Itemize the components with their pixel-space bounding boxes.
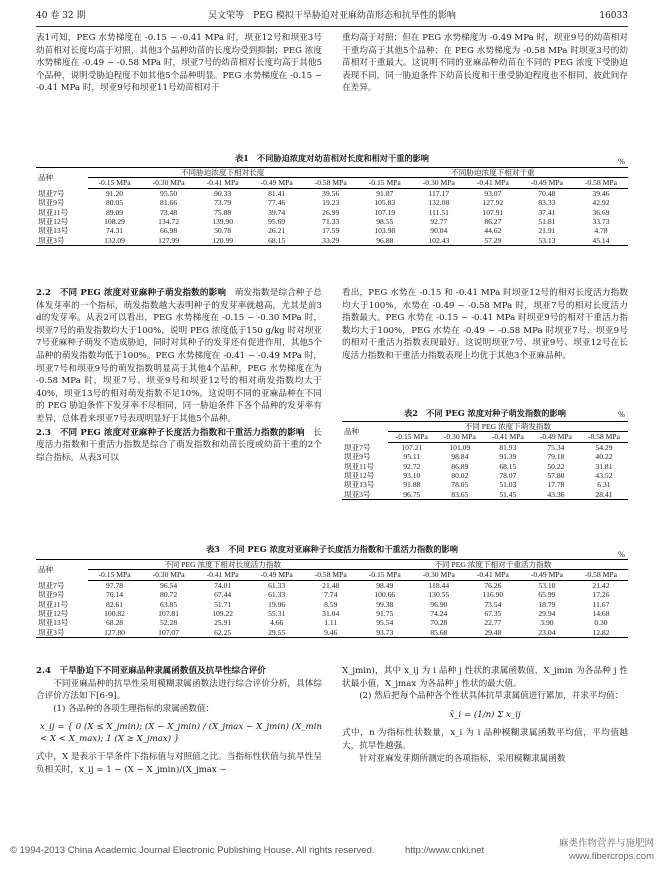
table-cell: 91.20 bbox=[105, 188, 124, 198]
table3-col-header: -0.41 MPa bbox=[466, 570, 520, 580]
table-cell: 90.04 bbox=[430, 226, 448, 236]
table1-col-header: -0.49 MPa bbox=[520, 178, 574, 188]
table-cell: 21.48 bbox=[322, 580, 340, 590]
table-cell: 81.66 bbox=[160, 198, 178, 208]
table-cell: 81.41 bbox=[268, 188, 286, 198]
table-cell: 73.54 bbox=[484, 599, 502, 609]
sec23-title: 2.3 不同 PEG 浓度对亚麻种子长度活力指数和干重活力指数的影响 bbox=[36, 427, 305, 438]
table-cell: 26.99 bbox=[322, 207, 340, 217]
table-cell: 83.65 bbox=[436, 490, 484, 500]
table-cell: 98.49 bbox=[376, 580, 394, 590]
sec24-left-text-2: (1) 各品种的各项生理指标的隶属函数值： bbox=[53, 703, 215, 714]
table-cell: 1.11 bbox=[324, 618, 338, 628]
table-cell: 4.78 bbox=[594, 226, 608, 236]
table-cell: 80.72 bbox=[160, 590, 178, 600]
table3-caption: 表3 不同 PEG 浓度对亚麻种子长度活力指数和干重活力指数的影响 bbox=[206, 544, 458, 554]
table-cell: 67.44 bbox=[214, 590, 232, 600]
table-cell: 78.07 bbox=[499, 471, 517, 481]
table-cell: 18.79 bbox=[538, 599, 556, 609]
variety-name: 坝亚3号 bbox=[36, 236, 88, 246]
sec24-left-text-3: 式中，X 是表示干旱条件下指标值与对照值之比。当指标性状值与抗旱性呈负相关时，x_ij = 1 − (X − X_jmin)/(X_jmax − bbox=[36, 752, 322, 775]
sec24-right-text-4: 针对亚麻发芽期所测定的各项指标，采用模糊隶属函数 bbox=[359, 753, 566, 764]
table-cell: 103.98 bbox=[374, 226, 396, 236]
table-cell: 117.17 bbox=[428, 188, 450, 198]
table-cell: 63.85 bbox=[160, 599, 178, 609]
table1-unit: % bbox=[618, 157, 626, 166]
variety-name: 坝亚13号 bbox=[344, 480, 375, 490]
table1-col-header: -0.15 MPa bbox=[88, 178, 142, 188]
table2-unit: % bbox=[618, 410, 626, 419]
table1-col-header: -0.49 MPa bbox=[250, 178, 304, 188]
running-title: 吴文荣等 PEG 模拟干旱胁迫对亚麻幼苗形态和抗旱性的影响 bbox=[208, 11, 456, 21]
table-row bbox=[342, 442, 628, 452]
table-cell: 97.78 bbox=[105, 580, 124, 590]
table-cell: 107.19 bbox=[374, 207, 396, 217]
table-row bbox=[36, 208, 628, 217]
table2-col-header: -0.15 MPa bbox=[388, 432, 436, 442]
table-cell: 134.72 bbox=[158, 217, 180, 227]
table1-col-header: -0.58 MPa bbox=[304, 178, 358, 188]
table-cell: 71.33 bbox=[322, 217, 340, 227]
table-cell: 62.25 bbox=[196, 628, 250, 638]
table-cell: 25.91 bbox=[214, 618, 232, 628]
variety-name: 坝亚11号 bbox=[38, 207, 69, 217]
table-cell: 95.69 bbox=[268, 217, 286, 227]
table-row bbox=[36, 226, 628, 235]
watermark-line-2: www.fibercrops.com bbox=[569, 851, 654, 862]
table-cell: 50.22 bbox=[547, 461, 565, 471]
table3-col-header: -0.58 MPa bbox=[304, 570, 358, 580]
journal-volume: 40 卷 32 期 bbox=[36, 11, 86, 21]
table-row bbox=[36, 236, 628, 246]
table1-col-header: -0.30 MPa bbox=[142, 178, 196, 188]
variety-name: 坝亚12号 bbox=[38, 609, 69, 619]
table-cell: 68.15 bbox=[250, 236, 304, 246]
table-cell: 100.82 bbox=[104, 609, 125, 619]
table-cell: 43.36 bbox=[532, 490, 580, 500]
table-cell: 83.33 bbox=[538, 198, 556, 208]
table-cell: 95.50 bbox=[160, 188, 178, 198]
table-cell: 51.81 bbox=[538, 217, 556, 227]
table-cell: 74.31 bbox=[105, 226, 124, 236]
table-cell: 116.90 bbox=[482, 590, 504, 600]
table-cell: 21.42 bbox=[592, 580, 610, 590]
table3-unit: % bbox=[618, 550, 626, 559]
table-cell: 139.90 bbox=[212, 217, 234, 227]
table-cell: 86.89 bbox=[451, 461, 469, 471]
table-cell: 51.45 bbox=[484, 490, 532, 500]
table-cell: 92.72 bbox=[403, 461, 421, 471]
table-cell: 61.33 bbox=[268, 580, 286, 590]
sec24-title: 2.4 干旱胁迫下不同亚麻品种隶属函数值及抗旱性综合评价 bbox=[36, 666, 266, 676]
table-cell: 107.21 bbox=[401, 442, 423, 452]
table-cell: 28.41 bbox=[580, 490, 628, 500]
table-cell: 33.29 bbox=[304, 236, 358, 246]
table-cell: 91.87 bbox=[376, 188, 394, 198]
table1-col-header: -0.58 MPa bbox=[574, 178, 628, 188]
table-cell: 127.92 bbox=[482, 198, 504, 208]
table-cell: 80.02 bbox=[451, 471, 469, 481]
table-cell: 74.24 bbox=[430, 609, 448, 619]
table3-col-header: -0.30 MPa bbox=[142, 570, 196, 580]
table3-group-b: 不同 PEG 浓度下相对干重活力指数 bbox=[358, 560, 628, 570]
table-cell: 17.59 bbox=[322, 226, 340, 236]
intro-left-text: 表1可知，PEG 水势梯度在 -0.15 ~ -0.41 MPa 时，坝亚12号和坝亚3号幼苗相对长度均高于对照，其他3个品种幼苗的长度均受到抑制；PEG 浓度水势梯度在 -0.49 ~ -0.58 MPa 时，坝亚7号的幼苗相对长度均高于其他5个品种，说明受胁迫程度不如其他5个品种明显。PEG 水势梯度在 -0.15 ~ -0.41 MPa 时，坝亚9号和坝亚11号幼苗相对干 bbox=[36, 33, 322, 94]
table-cell: 17.26 bbox=[592, 590, 610, 600]
variety-name: 坝亚3号 bbox=[36, 628, 88, 638]
table-cell: 6.31 bbox=[597, 480, 611, 490]
table1-group-a: 不同胁迫浓度下相对长度 bbox=[88, 168, 358, 178]
table3-col-header: -0.49 MPa bbox=[520, 570, 574, 580]
table-cell: 67.35 bbox=[484, 609, 502, 619]
table2-col-header: -0.49 MPa bbox=[532, 432, 580, 442]
table2-col-header: -0.41 MPa bbox=[484, 432, 532, 442]
variety-name: 坝亚7号 bbox=[38, 188, 65, 198]
table-cell: 93.07 bbox=[484, 188, 502, 198]
watermark-line-1: 麻类作物营养与施肥网 bbox=[558, 838, 654, 849]
table-cell: 89.09 bbox=[105, 207, 124, 217]
table-cell: 82.61 bbox=[105, 599, 124, 609]
table-cell: 111.51 bbox=[428, 207, 449, 217]
table-cell: 76.14 bbox=[105, 590, 124, 600]
sec22-left-column bbox=[36, 287, 322, 464]
table-cell: 75.88 bbox=[214, 207, 232, 217]
sec23-right-text: 看出，PEG 水势在 -0.15 和 -0.41 MPa 时坝亚12号的相对长度活力指数均大于100%，水势在 -0.49 ~ -0.58 MPa 时，坝亚7号的相对长度活力指数最大。PEG 水势在 -0.15 ~ -0.41 MPa 时坝亚9号的相对干重活力指数均大于100%，PEG 水势在 -0.49 ~ -0.58 MPa 时坝亚7号、坝亚9号的相对干重活力指数表现最好。这说明坝亚7号、坝亚9号、坝亚12号在长度活力指数和干重活力指数表现上均优于其他3个亚麻品种。 bbox=[342, 288, 628, 361]
table-cell: 4.66 bbox=[270, 618, 284, 628]
table-cell: 108.29 bbox=[104, 217, 125, 227]
table-cell: 61.33 bbox=[268, 590, 286, 600]
table-cell: 40.22 bbox=[595, 452, 613, 462]
table3 bbox=[36, 559, 628, 638]
table-cell: 132.09 bbox=[88, 236, 142, 246]
table-cell: 100.66 bbox=[374, 590, 396, 600]
table-cell: 98.55 bbox=[376, 217, 394, 227]
table-cell: 130.55 bbox=[428, 590, 450, 600]
table-cell: 54.29 bbox=[595, 442, 613, 452]
table-cell: 53.13 bbox=[520, 236, 574, 246]
table3-col-header: -0.58 MPa bbox=[574, 570, 628, 580]
table3-col-header: -0.30 MPa bbox=[412, 570, 466, 580]
table-cell: 93.73 bbox=[358, 628, 412, 638]
table-cell: 50.78 bbox=[214, 226, 232, 236]
sec24-right-column bbox=[342, 665, 628, 765]
table-cell: 7.74 bbox=[324, 590, 338, 600]
table-cell: 96.90 bbox=[430, 599, 448, 609]
table-cell: 91.39 bbox=[499, 452, 517, 462]
intro-right-column bbox=[342, 32, 628, 95]
table1-col-header: -0.41 MPa bbox=[466, 178, 520, 188]
table-row bbox=[36, 188, 628, 198]
table-cell: 22.77 bbox=[484, 618, 502, 628]
table-cell: 66.98 bbox=[160, 226, 178, 236]
variety-name: 坝亚11号 bbox=[344, 461, 375, 471]
table-row bbox=[36, 600, 628, 609]
table-cell: 99.38 bbox=[376, 599, 394, 609]
variety-name: 坝亚9号 bbox=[344, 452, 371, 462]
table-cell: 12.82 bbox=[574, 628, 628, 638]
table-cell: 51.71 bbox=[214, 599, 232, 609]
table-cell: 77.46 bbox=[268, 198, 286, 208]
table-cell: 68.15 bbox=[499, 461, 517, 471]
table-cell: 95.54 bbox=[376, 618, 394, 628]
variety-name: 坝亚9号 bbox=[38, 198, 65, 208]
table1-group-b: 不同胁迫浓度下相对干重 bbox=[358, 168, 628, 178]
table-cell: 3.90 bbox=[540, 618, 554, 628]
table-cell: 118.44 bbox=[428, 580, 450, 590]
table-cell: 57.80 bbox=[547, 471, 565, 481]
variety-name: 坝亚12号 bbox=[38, 217, 69, 227]
variety-name: 坝亚3号 bbox=[342, 490, 388, 500]
table1-col-header: -0.15 MPa bbox=[358, 178, 412, 188]
sec24-right-text-3: 式中，n 为指标性状数量，x_i 为 i 品种模糊隶属函数平均值，平均值越大，抗旱性越强。 bbox=[342, 728, 628, 751]
table-row bbox=[342, 462, 628, 471]
table1-row-header: 品种 bbox=[36, 168, 88, 189]
table-cell: 96.54 bbox=[160, 580, 178, 590]
table-cell: 91.88 bbox=[403, 480, 421, 490]
formula-average: x̄_i = (1/n) Σ x_ij bbox=[449, 709, 521, 720]
table2-col-header: -0.58 MPa bbox=[580, 432, 628, 442]
table-cell: 14.68 bbox=[592, 609, 610, 619]
table-cell: 39.56 bbox=[322, 188, 340, 198]
table-cell: 52.28 bbox=[160, 618, 178, 628]
table-cell: 127.80 bbox=[88, 628, 142, 638]
table-cell: 36.69 bbox=[592, 207, 610, 217]
table-row bbox=[342, 471, 628, 480]
table-cell: 0.30 bbox=[594, 618, 608, 628]
table-cell: 86.27 bbox=[484, 217, 502, 227]
table-cell: 43.52 bbox=[595, 471, 613, 481]
table2-col-header: -0.30 MPa bbox=[436, 432, 484, 442]
table3-col-header: -0.49 MPa bbox=[250, 570, 304, 580]
sec24-left-text-1: 不同亚麻品种的抗旱性采用模糊隶属函数法进行综合评价分析，具体综合评价方法如下[6-9]。 bbox=[36, 678, 322, 702]
footer-url[interactable]: http://www.cnki.net bbox=[405, 845, 485, 856]
table-cell: 132.08 bbox=[428, 198, 450, 208]
watermark bbox=[559, 837, 654, 863]
table-cell: 31.81 bbox=[595, 461, 613, 471]
table1-col-header: -0.41 MPa bbox=[196, 178, 250, 188]
table-cell: 51.03 bbox=[499, 480, 517, 490]
variety-name: 坝亚9号 bbox=[38, 590, 65, 600]
table-cell: 107.91 bbox=[482, 207, 504, 217]
table-cell: 8.59 bbox=[324, 599, 338, 609]
table3-col-header: -0.15 MPa bbox=[358, 570, 412, 580]
table-row bbox=[36, 217, 628, 226]
copyright-text: © 1994-2013 China Academic Journal Electronic Publishing House. All rights reserved. bbox=[10, 845, 375, 856]
table-cell: 85.68 bbox=[412, 628, 466, 638]
table-cell: 19.23 bbox=[322, 198, 340, 208]
table-cell: 44.62 bbox=[484, 226, 502, 236]
table-cell: 81.93 bbox=[499, 442, 517, 452]
variety-name: 坝亚7号 bbox=[38, 580, 65, 590]
table-cell: 92.77 bbox=[430, 217, 448, 227]
table-cell: 96.75 bbox=[388, 490, 436, 500]
sec24-right-text-1: X_jmin)，其中 x_ij 为 i 品种 j 性状的隶属函数值，X_jmin 为各品种 j 性状最小值，X_jmax 为各品种 j 性状的最大值。 bbox=[342, 666, 628, 689]
table-cell: 73.48 bbox=[160, 207, 178, 217]
table-row bbox=[36, 609, 628, 618]
table-cell: 31.04 bbox=[322, 609, 340, 619]
variety-name: 坝亚13号 bbox=[38, 226, 69, 236]
table-cell: 9.46 bbox=[304, 628, 358, 638]
table-cell: 23.04 bbox=[520, 628, 574, 638]
sec22-text: 萌发指数是综合种子总体发芽率的一个指标，萌发指数越大表明种子的发芽率就越高，尤其是前3 d的发芽率。从表2可以看出，PEG 水势梯度在 -0.15 ~ -0.30 MPa 时，坝亚7号的萌发指数均大于100%，说明 PEG 浓度低于150 g/kg 时对坝亚7号亚麻种子萌发不造成胁迫，同时对其种子的发芽还有促进作用，其他5个品种的萌发指数均低于100%。PEG 水势梯度在 -0.41 ~ -0.49 MPa 时，坝亚7号和坝亚9号的萌发指数明显高于其他4个品种，PEG 水势梯度在为 -0.58 MPa 时，坝亚7号、坝亚9号和坝亚12号的相对萌发指数均大于40%，坝亚13号的相对萌发指数不足10%。这说明不同的亚麻品种在不同的 PEG 胁迫条件下发芽率不尽相同，同一胁迫条件下各个品种的发芽率有差异，总体看来坝亚7号表现明显好于其他5个品种。 bbox=[36, 288, 322, 424]
table-cell: 45.14 bbox=[574, 236, 628, 246]
sec24-left-column bbox=[36, 665, 322, 777]
variety-name: 坝亚11号 bbox=[38, 599, 69, 609]
sec23-text: 长度活力指数和干重活力指数是综合了萌发指数和幼苗长度或幼苗干重的2个综合指标。从表3可以 bbox=[36, 427, 322, 463]
table-cell: 29.94 bbox=[538, 609, 556, 619]
table-cell: 65.99 bbox=[538, 590, 556, 600]
sec22-title: 2.2 不同 PEG 浓度对亚麻种子萌发指数的影响 bbox=[36, 288, 227, 298]
table-cell: 70.48 bbox=[538, 188, 556, 198]
table2-group: 不同 PEG 浓度下萌发指数 bbox=[388, 422, 628, 432]
table-cell: 91.75 bbox=[376, 609, 394, 619]
table-row bbox=[36, 618, 628, 627]
intro-right-text: 重均高于对照；但在 PEG 水势梯度为 -0.49 MPa 时，坝亚9号的幼苗相对干重均高于其他5个品种；在 PEG 水势梯度为 -0.58 MPa 时坝亚3号的幼苗相对干重最大。这说明不同的亚麻品种幼苗在不同的 PEG 浓度下受胁迫表现不同，同一胁迫条件下幼苗长度和干重受胁迫程度也不相同，彼此间存在差异。 bbox=[342, 33, 628, 94]
table-cell: 79.18 bbox=[547, 452, 565, 462]
table-cell: 102.43 bbox=[412, 236, 466, 246]
table3-group-a: 不同 PEG 浓度下相对长度活力指数 bbox=[88, 560, 358, 570]
running-header bbox=[36, 8, 628, 27]
table-cell: 57.29 bbox=[466, 236, 520, 246]
table-cell: 93.10 bbox=[403, 471, 421, 481]
table-cell: 42.92 bbox=[592, 198, 610, 208]
table-cell: 101.09 bbox=[449, 442, 471, 452]
table3-col-header: -0.15 MPa bbox=[88, 570, 142, 580]
table-cell: 80.05 bbox=[105, 198, 124, 208]
table-cell: 21.91 bbox=[538, 226, 556, 236]
table-cell: 19.96 bbox=[268, 599, 286, 609]
table1-col-header: -0.30 MPa bbox=[412, 178, 466, 188]
intro-left-column bbox=[36, 32, 322, 95]
table-cell: 68.28 bbox=[105, 618, 124, 628]
table-row bbox=[342, 480, 628, 489]
table1-caption: 表1 不同胁迫浓度对幼苗相对长度和相对干重的影响 bbox=[234, 153, 429, 163]
variety-name: 坝亚13号 bbox=[38, 618, 69, 628]
table-row bbox=[342, 452, 628, 461]
table-cell: 70.28 bbox=[430, 618, 448, 628]
table-cell: 37.41 bbox=[538, 207, 556, 217]
table2 bbox=[342, 421, 628, 500]
table-cell: 74.01 bbox=[214, 580, 232, 590]
table-cell: 75.34 bbox=[547, 442, 565, 452]
table-cell: 17.78 bbox=[547, 480, 565, 490]
table2-caption: 表2 不同 PEG 浓度对种子萌发指数的影响 bbox=[404, 408, 566, 418]
variety-name: 坝亚12号 bbox=[344, 471, 375, 481]
sec23-right-column bbox=[342, 287, 628, 363]
table-cell: 76.26 bbox=[484, 580, 502, 590]
table-cell: 73.79 bbox=[214, 198, 232, 208]
table-cell: 26.21 bbox=[268, 226, 286, 236]
table-cell: 39.46 bbox=[592, 188, 610, 198]
table-cell: 55.31 bbox=[268, 609, 286, 619]
table-cell: 127.99 bbox=[142, 236, 196, 246]
table-row bbox=[36, 580, 628, 590]
table-cell: 107.07 bbox=[142, 628, 196, 638]
table-cell: 39.74 bbox=[268, 207, 286, 217]
table-cell: 107.81 bbox=[158, 609, 180, 619]
table3-col-header: -0.41 MPa bbox=[196, 570, 250, 580]
table-cell: 33.73 bbox=[592, 217, 610, 227]
table1 bbox=[36, 167, 628, 246]
table2-row-header: 品种 bbox=[342, 422, 388, 443]
page-number: 16033 bbox=[599, 11, 628, 21]
sec24-right-text-2: (2) 然后把每个品种各个性状具体抗旱隶属值进行累加，并求平均值： bbox=[359, 691, 624, 702]
table-cell: 105.83 bbox=[374, 198, 396, 208]
table3-row-header: 品种 bbox=[36, 560, 88, 581]
variety-name: 坝亚7号 bbox=[344, 442, 371, 452]
page-footer bbox=[10, 837, 654, 863]
table-cell: 109.22 bbox=[212, 609, 234, 619]
table-cell: 95.11 bbox=[403, 452, 421, 462]
table-cell: 11.67 bbox=[592, 599, 610, 609]
table-row bbox=[342, 490, 628, 500]
table-cell: 29.48 bbox=[466, 628, 520, 638]
table-row bbox=[36, 590, 628, 599]
table-cell: 96.88 bbox=[358, 236, 412, 246]
table-cell: 29.55 bbox=[250, 628, 304, 638]
table-row bbox=[36, 628, 628, 638]
table-row bbox=[36, 198, 628, 207]
table-cell: 120.99 bbox=[196, 236, 250, 246]
table-cell: 98.84 bbox=[451, 452, 469, 462]
table-cell: 90.33 bbox=[214, 188, 232, 198]
table-cell: 53.10 bbox=[538, 580, 556, 590]
formula-membership: x_ij = { 0 (X ≤ X_jmin); (X − X_jmin) / (X_jmax − X_jmin) (X_min < X < X_max); 1 (X ≥ X_jmax) } bbox=[40, 722, 322, 745]
table-cell: 78.05 bbox=[451, 480, 469, 490]
